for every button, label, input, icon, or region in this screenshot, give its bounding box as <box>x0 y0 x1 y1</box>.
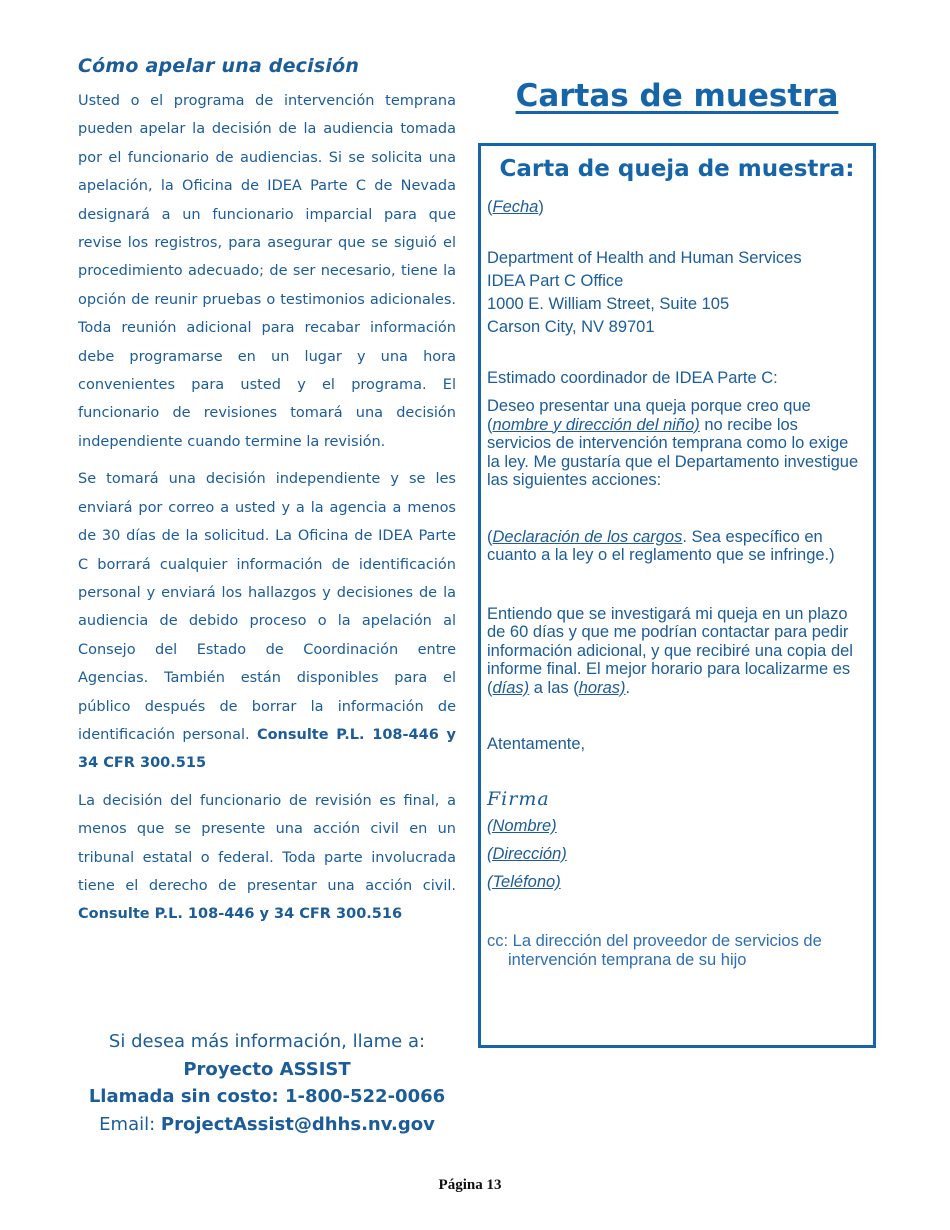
left-column <box>78 55 456 938</box>
greeting: Estimado coordinador de IDEA Parte C: <box>487 368 778 387</box>
sample-letters-title: Cartas de muestra <box>515 78 839 114</box>
email-line <box>78 1111 456 1139</box>
address-line-3: 1000 E. William Street, Suite 105 <box>487 294 730 313</box>
reference-300-516: Consulte P.L. 108-446 y 34 CFR 300.516 <box>78 906 403 923</box>
investigation-paragraph <box>487 605 863 698</box>
appeal-heading: Cómo apelar una decisión <box>78 55 360 77</box>
signature-placeholder: Firma <box>487 787 550 810</box>
closing: Atentamente, <box>487 735 586 753</box>
appeal-paragraph-2 <box>78 465 456 777</box>
letter-body <box>487 198 863 969</box>
name-placeholder: (Nombre) <box>487 817 557 835</box>
date-placeholder: Fecha <box>492 198 539 216</box>
contact-info <box>78 1028 456 1138</box>
child-name-placeholder: nombre y dirección del niño) <box>492 415 700 434</box>
appeal-paragraph-1: Usted o el programa de intervención temprana pueden apelar la decisión de la audiencia tomada por el funcionario de audiencias. Si se solicita una apelación, la Oficina de IDEA Parte C de Nevada designará a un funcionario imparcial para que revise los registros, para asegurar que se siguió el procedimiento adecuado; de ser necesario, tiene la opción de reunir pruebas o testimonios adicionales. Toda reunión adicional para recabar información debe programarse en un lugar y una hora convenientes para usted y el programa. El funcionario de revisiones tomará una decisión independiente cuando termine la revisión. <box>78 93 456 450</box>
date-line: (Fecha) <box>487 198 544 216</box>
email-label: Email: <box>99 1113 161 1135</box>
address-line-4: Carson City, NV 89701 <box>487 317 655 336</box>
days-placeholder: días) <box>492 678 530 697</box>
appeal-paragraph-3 <box>78 787 456 929</box>
letter-heading: Carta de queja de muestra: <box>499 156 855 182</box>
charges-paragraph: (Declaración de los cargos. Sea específico en cuanto a la ley o el reglamento que se infringe.) <box>487 527 835 564</box>
appeal-paragraph-2-text: Se tomará una decisión independiente y se les enviará por correo a usted y a la agencia a menos de 30 días de la solicitud. La Oficina de IDEA Parte C borrará cualquier información de identificación personal y enviará los hallazgos y decisiones de la audiencia de debido proceso o la apelación al Consejo del Estado de Coordinación entre Agencias. También están disponibles para el público después de borrar la información de identificación personal. <box>78 471 456 743</box>
investigation-end: . <box>625 678 631 697</box>
contact-intro: Si desea más información, llame a: <box>108 1031 426 1052</box>
complaint-paragraph <box>487 397 863 490</box>
email-link[interactable]: ProjectAssist@dhhs.nv.gov <box>160 1113 435 1135</box>
address-block <box>487 247 863 339</box>
cc-line-1: cc: La dirección del proveedor de servicios de <box>487 932 822 950</box>
page-number: Página 13 <box>438 1177 502 1193</box>
project-name: Proyecto ASSIST <box>183 1058 351 1080</box>
cc-line-2: intervención temprana de su hijo <box>508 950 747 969</box>
charges-rest: . Sea específico en cuanto a la ley o el reglamento que se infringe.) <box>487 527 835 564</box>
investigation-mid: a las ( <box>529 678 579 697</box>
charges-placeholder: Declaración de los cargos <box>492 527 683 546</box>
sample-letter-box <box>478 143 876 1048</box>
investigation-text: Entiendo que se investigará mi queja en un plazo de 60 días y que me podrían contactar para pedir información adicional, y que recibiré una copia del informe final. El mejor horario para localizarme es ( <box>487 604 853 697</box>
address-placeholder: (Dirección) <box>487 845 567 863</box>
address-line-1: Department of Health and Human Services <box>487 248 802 267</box>
reference-300-515: Consulte P.L. 108-446 y 34 CFR 300.515 <box>78 726 456 772</box>
cc-line <box>487 932 863 969</box>
complaint-rest: no recibe los servicios de intervención temprana como lo exige la ley. Me gustaría que el Departamento investigue las siguientes acciones: <box>487 415 859 489</box>
toll-free-number: Llamada sin costo: 1-800-522-0066 <box>88 1086 446 1107</box>
phone-placeholder: (Teléfono) <box>487 873 561 891</box>
appeal-paragraph-3-text: La decisión del funcionario de revisión es final, a menos que se presente una acción civil en un tribunal estatal o federal. Toda parte involucrada tiene el derecho de presentar una acción civil. <box>78 792 456 894</box>
hours-placeholder: horas) <box>578 678 626 697</box>
complaint-intro: Deseo presentar una queja porque creo que ( <box>487 397 811 434</box>
address-line-2: IDEA Part C Office <box>487 271 624 290</box>
